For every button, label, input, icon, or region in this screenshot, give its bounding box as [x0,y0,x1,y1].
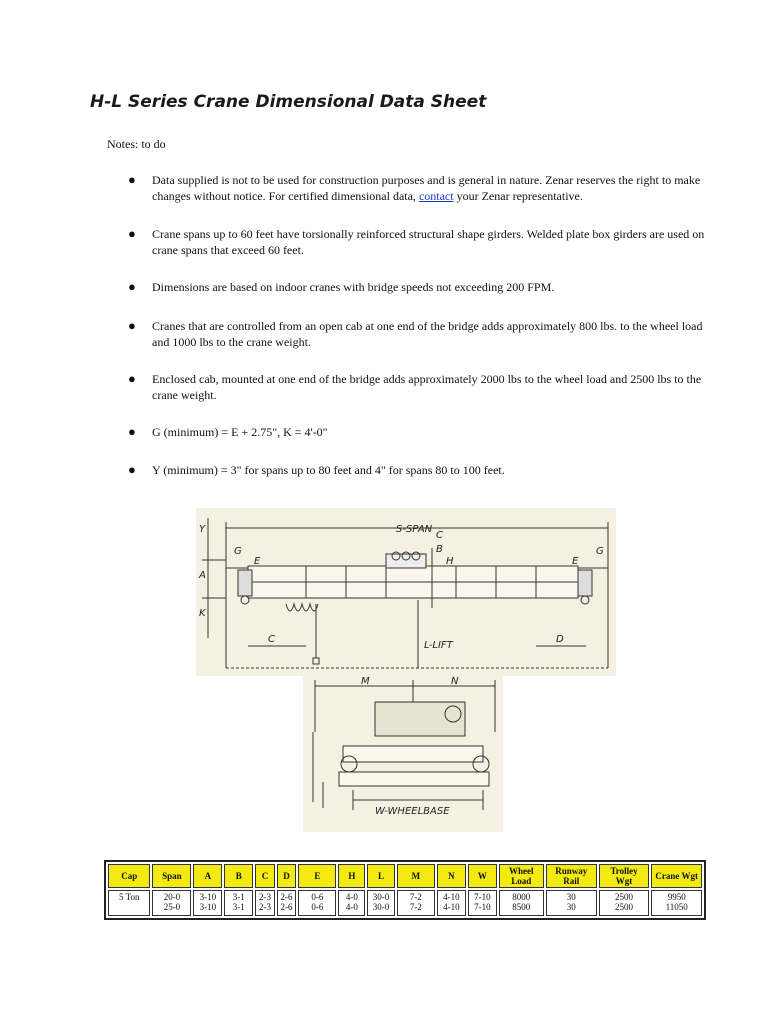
n-label: N [451,676,459,687]
col-header: W [468,864,497,888]
note-text: Cranes that are controlled from an open cab at one end of the bridge adds approximately 800 lbs. to the wheel load and 1000 lbs to the crane weight. [152,319,703,349]
k-label: K [199,608,206,619]
contact-link[interactable]: contact [418,189,454,203]
table-cell: 30 30 [546,890,597,916]
col-header: L [367,864,394,888]
table-cell: 8000 8500 [499,890,544,916]
note-text: Crane spans up to 60 feet have torsionally reinforced structural shape girders. Welded plate box girders are used on crane spans that exceed 60 feet. [152,227,705,257]
g-right-label: G [596,546,604,557]
elevation-svg [196,508,616,676]
col-header: Span [152,864,191,888]
col-header: Crane Wgt [651,864,702,888]
table-cell: 4-10 4-10 [437,890,466,916]
table-cell: 7-2 7-2 [397,890,435,916]
table-cell: 3-1 3-1 [224,890,253,916]
plan-svg [303,672,503,832]
table-cell: 4-0 4-0 [338,890,365,916]
a-label: A [199,570,206,581]
note-text-after: your Zenar representative. [453,189,583,203]
trolley-plan-drawing [303,672,503,832]
m-label: M [361,676,370,687]
bullet-icon: ● [128,424,136,439]
note-text: Dimensions are based on indoor cranes with bridge speeds not exceeding 200 FPM. [152,280,555,294]
bullet-icon: ● [128,226,136,241]
table-cell: 3-10 3-10 [193,890,222,916]
table-cell: 0-6 0-6 [298,890,336,916]
bullet-icon: ● [128,371,136,386]
bullet-icon: ● [128,318,136,333]
y-label: Y [199,524,206,535]
table-header-row [108,864,702,888]
page-title: H-L Series Crane Dimensional Data Sheet [90,92,487,112]
table-cell: 2-6 2-6 [277,890,297,916]
table-cell: 7-10 7-10 [468,890,497,916]
e-right-label: E [572,556,579,567]
c-bottom-label: C [268,634,275,645]
table-row [108,890,702,916]
e-left-label: E [254,556,261,567]
col-header: N [437,864,466,888]
bullet-icon: ● [128,279,136,294]
bullet-icon: ● [128,172,136,187]
table-cell: 30-0 30-0 [367,890,394,916]
g-left-label: G [234,546,242,557]
b-label: B [436,544,443,555]
table-cell: 20-0 25-0 [152,890,191,916]
note-text: Enclosed cab, mounted at one end of the bridge adds approximately 2000 lbs to the wheel load and 2500 lbs to the crane weight. [152,372,702,402]
col-header: Wheel Load [499,864,544,888]
col-header: C [255,864,275,888]
crane-elevation-drawing [196,508,616,676]
h-label: H [446,556,454,567]
table-cell: 2-3 2-3 [255,890,275,916]
crane-spec-table [104,860,706,920]
c-top-label: C [436,530,443,541]
col-header: Cap [108,864,150,888]
col-header: M [397,864,435,888]
note-text: Y (minimum) = 3" for spans up to 80 feet and 4" for spans 80 to 100 feet. [152,463,505,477]
col-header: D [277,864,297,888]
d-label: D [556,634,564,645]
table-cell: 2500 2500 [599,890,650,916]
col-header: Runway Rail [546,864,597,888]
bullet-icon: ● [128,462,136,477]
col-header: Trolley Wgt [599,864,650,888]
table-cell: 9950 11050 [651,890,702,916]
note-text: G (minimum) = E + 2.75", K = 4'-0" [152,425,328,439]
span-label: S-SPAN [396,524,433,535]
note-text: Data supplied is not to be used for construction purposes and is general in nature. Zenar reserves the right to make changes without notice. For certified dimensional data, [152,173,701,203]
lift-label: L-LIFT [424,640,453,651]
notes-label: Notes: to do [107,137,166,151]
wheelbase-label: W-WHEELBASE [375,806,450,817]
col-header: E [298,864,336,888]
col-header: A [193,864,222,888]
col-header: H [338,864,365,888]
cap-cell: 5 Ton [108,890,150,916]
col-header: B [224,864,253,888]
